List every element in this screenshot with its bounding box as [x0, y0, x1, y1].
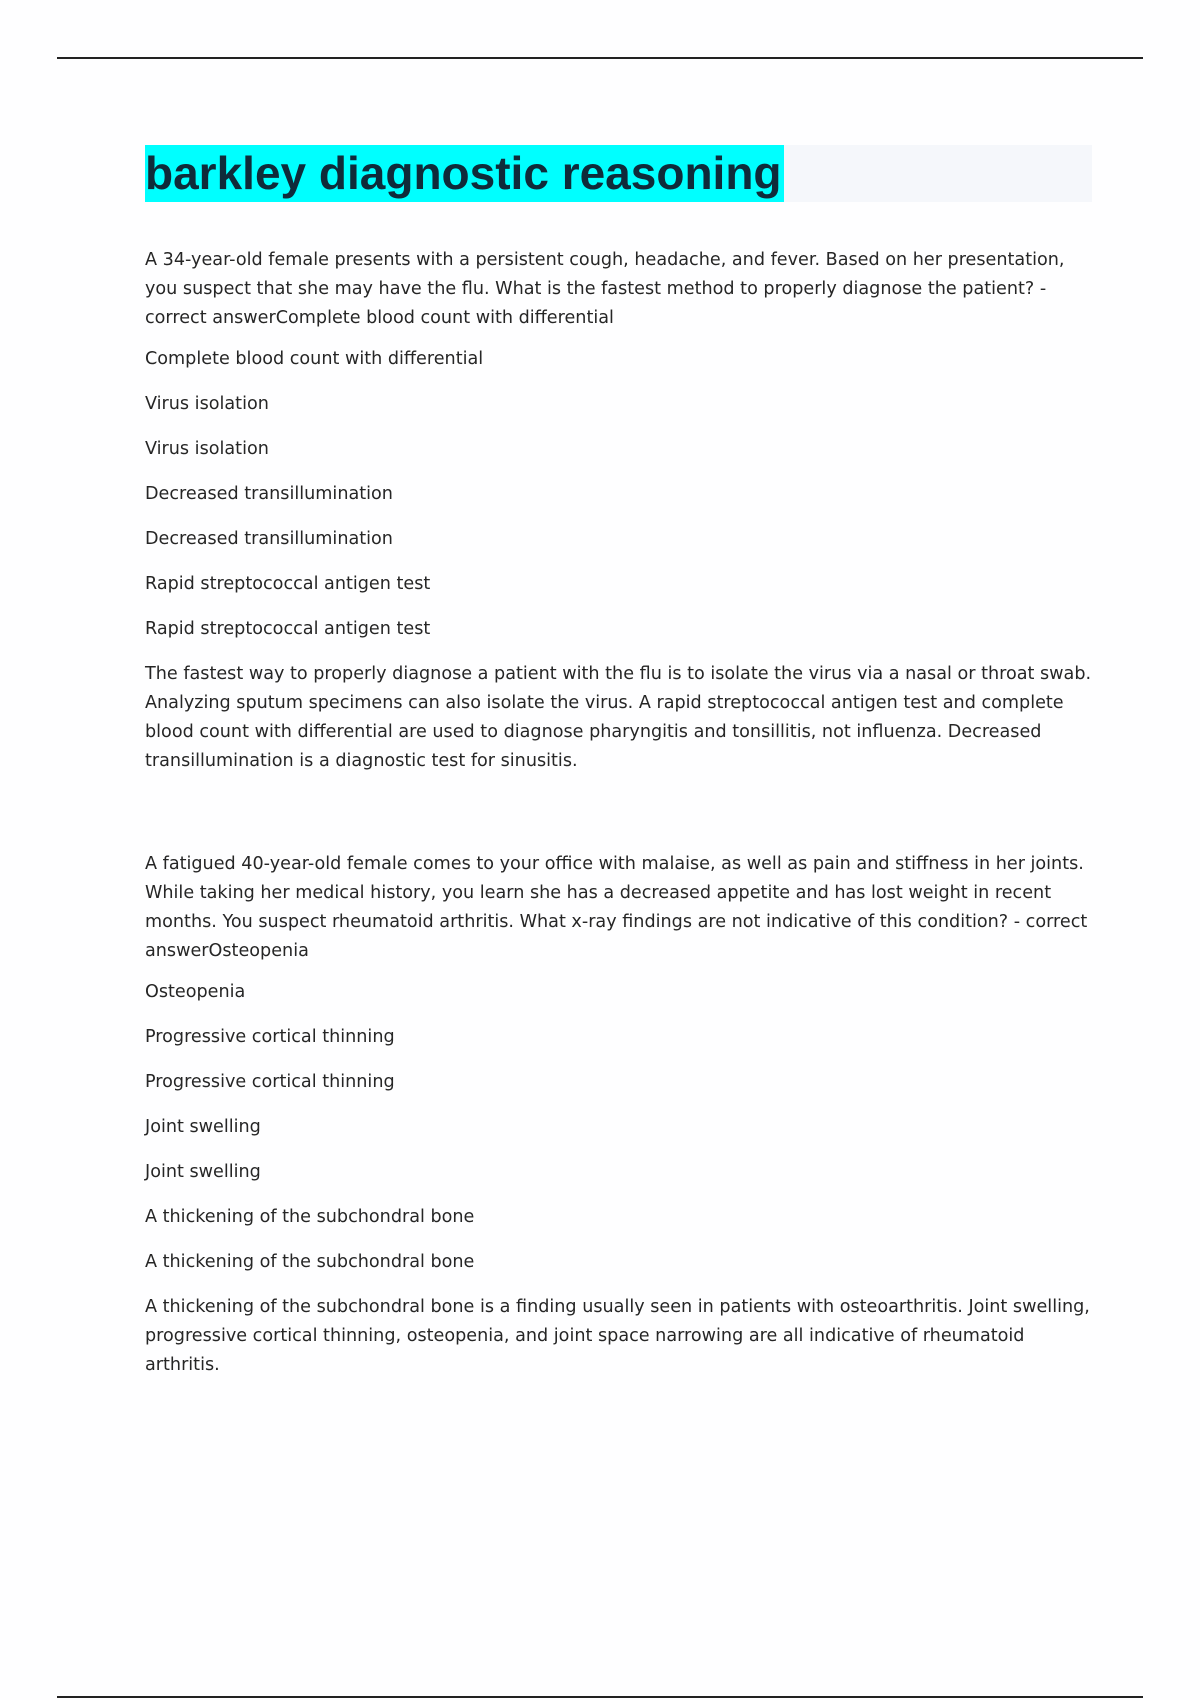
title-band — [145, 145, 1092, 202]
answer-option: Osteopenia — [145, 982, 246, 1002]
question-stem: A fatigued 40-year-old female comes to your office with malaise, as well as pain and stiffness in her joints. While taking her medical history, you learn she has a decreased appetite and has lost weight in recent months. You suspect rheumatoid arthritis. What x-ray findings are not indicative of this condition? - correct answerOsteopenia — [145, 854, 1088, 961]
document-body — [145, 246, 1095, 1380]
answer-option: Decreased transillumination — [145, 529, 393, 549]
document-title: barkley diagnostic reasoning — [145, 145, 784, 202]
answer-option: Virus isolation — [145, 394, 269, 414]
answer-option: A thickening of the subchondral bone — [145, 1207, 475, 1227]
top-rule — [57, 57, 1143, 59]
bottom-rule — [57, 1696, 1143, 1698]
answer-explanation: The fastest way to properly diagnose a patient with the flu is to isolate the virus via a nasal or throat swab. Analyzing sputum specimens can also isolate the virus. A rapid streptococcal antigen test and complete blood count with differential are used to diagnose pharyngitis and tonsillitis, not influenza. Decreased transillumination is a diagnostic test for sinusitis. — [145, 664, 1092, 771]
answer-option: Progressive cortical thinning — [145, 1027, 395, 1047]
answer-option: Decreased transillumination — [145, 484, 393, 504]
answer-explanation: A thickening of the subchondral bone is a finding usually seen in patients with osteoarthritis. Joint swelling, progressive cortical thinning, osteopenia, and joint space narrowing are all indicative of rheumatoid arthritis. — [145, 1297, 1090, 1375]
answer-option: A thickening of the subchondral bone — [145, 1252, 475, 1272]
question-block-2 — [145, 850, 1095, 1380]
answer-option: Rapid streptococcal antigen test — [145, 574, 431, 594]
question-stem: A 34-year-old female presents with a persistent cough, headache, and fever. Based on her presentation, you suspect that she may have the flu. What is the fastest method to properly diagnose the patient? - correct answerComplete blood count with differential — [145, 250, 1065, 328]
answer-option: Joint swelling — [145, 1117, 261, 1137]
question-block-1 — [145, 246, 1095, 776]
answer-option: Complete blood count with differential — [145, 349, 484, 369]
answer-option: Joint swelling — [145, 1162, 261, 1182]
answer-option: Rapid streptococcal antigen test — [145, 619, 431, 639]
answer-option: Progressive cortical thinning — [145, 1072, 395, 1092]
answer-option: Virus isolation — [145, 439, 269, 459]
